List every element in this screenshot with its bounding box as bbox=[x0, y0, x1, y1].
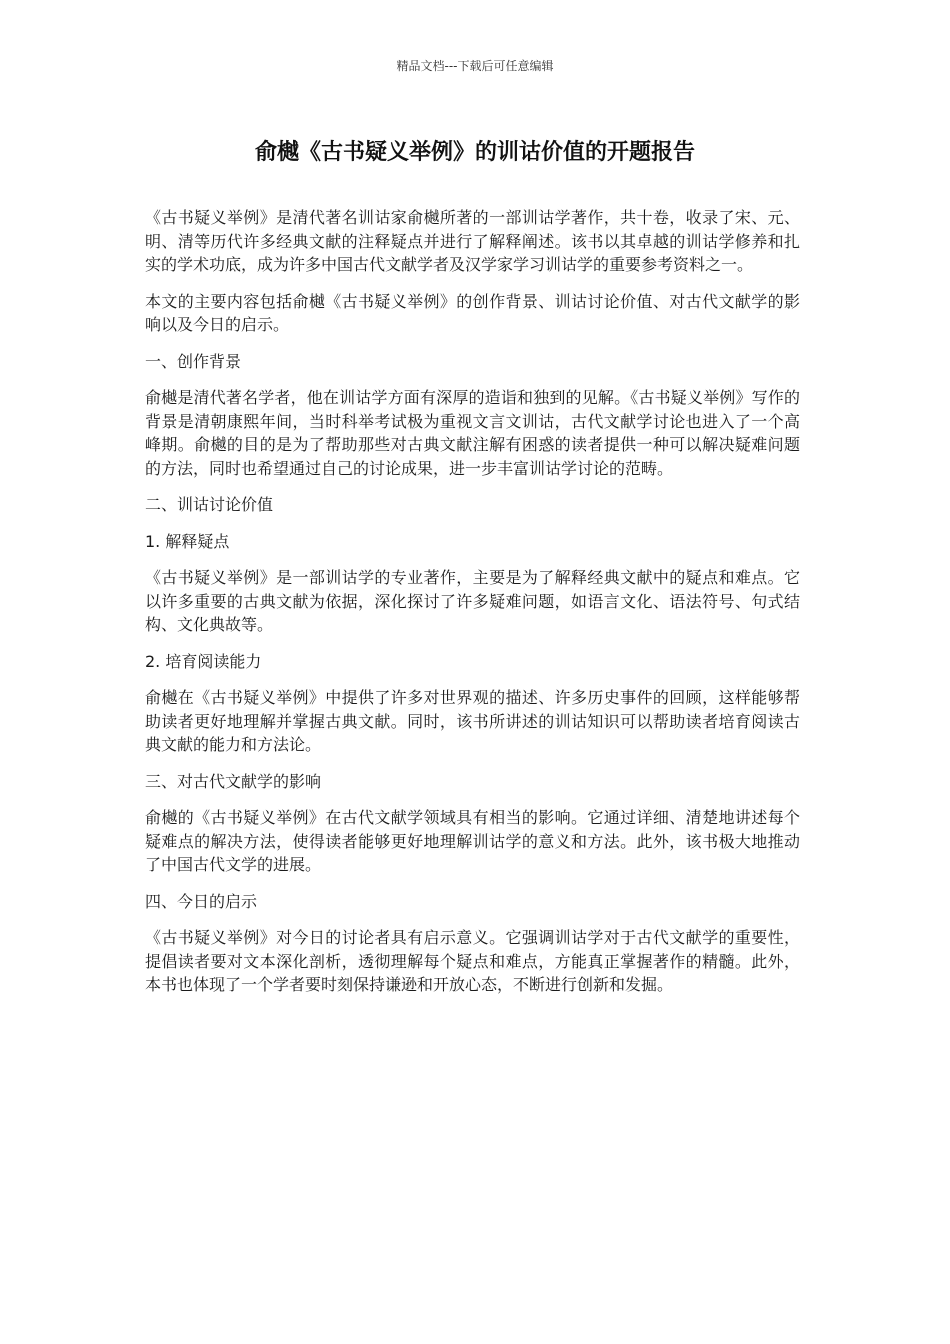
section-heading-background: 一、创作背景 bbox=[145, 351, 242, 371]
paragraph-influence: 俞樾的《古书疑义举例》在古代文献学领域具有相当的影响。它通过详细、清楚地讲述每个疑难点的解决方法，使得读者能够更好地理解训诂学的意义和方法。此外，该书极大地推动了中国古代文学的进展。 bbox=[145, 808, 800, 874]
header-note: 精品文档---下载后可任意编辑 bbox=[396, 59, 554, 73]
section-heading-influence: 三、对古代文献学的影响 bbox=[145, 771, 322, 791]
paragraph-reading-ability: 俞樾在《古书疑义举例》中提供了许多对世界观的描述、许多历史事件的回顾，这样能够帮助读者更好地理解并掌握古典文献。同时，该书所讲述的训诂知识可以帮助读者培育阅读古典文献的能力和方法论。 bbox=[145, 688, 800, 754]
paragraph-explain-doubts: 《古书疑义举例》是一部训诂学的专业著作，主要是为了解释经典文献中的疑点和难点。它以许多重要的古典文献为依据，深化探讨了许多疑难问题，如语言文化、语法符号、句式结构、文化典故等。 bbox=[145, 568, 800, 634]
paragraph-overview: 本文的主要内容包括俞樾《古书疑义举例》的创作背景、训诂讨论价值、对古代文献学的影响以及今日的启示。 bbox=[145, 291, 800, 334]
document-body bbox=[145, 206, 800, 1010]
subheading-reading-ability: 2. 培育阅读能力 bbox=[145, 651, 262, 671]
paragraph-inspiration: 《古书疑义举例》对今日的讨论者具有启示意义。它强调训诂学对于古代文献学的重要性，提倡读者要对文本深化剖析，透彻理解每个疑点和难点，方能真正掌握著作的精髓。此外，本书也体现了一个学者要时刻保持谦逊和开放心态，不断进行创新和发掘。 bbox=[145, 928, 800, 994]
section-heading-inspiration: 四、今日的启示 bbox=[145, 891, 258, 911]
subheading-explain-doubts: 1. 解释疑点 bbox=[145, 531, 230, 551]
paragraph-intro: 《古书疑义举例》是清代著名训诂家俞樾所著的一部训诂学著作，共十卷，收录了宋、元、明、清等历代许多经典文献的注释疑点并进行了解释阐述。该书以其卓越的训诂学修养和扎实的学术功底，成为许多中国古代文献学者及汉学家学习训诂学的重要参考资料之一。 bbox=[145, 208, 800, 274]
section-heading-value: 二、训诂讨论价值 bbox=[145, 495, 274, 514]
paragraph-background: 俞樾是清代著名学者，他在训诂学方面有深厚的造诣和独到的见解。《古书疑义举例》写作的背景是清朝康熙年间，当时科举考试极为重视文言文训诂，古代文献学讨论也进入了一个高峰期。俞樾的目的是为了帮助那些对古典文献注解有困惑的读者提供一种可以解决疑难问题的方法，同时也希望通过自己的讨论成果，进一步丰富训诂学讨论的范畴。 bbox=[145, 388, 800, 478]
document-title: 俞樾《古书疑义举例》的训诂价值的开题报告 bbox=[254, 140, 695, 165]
